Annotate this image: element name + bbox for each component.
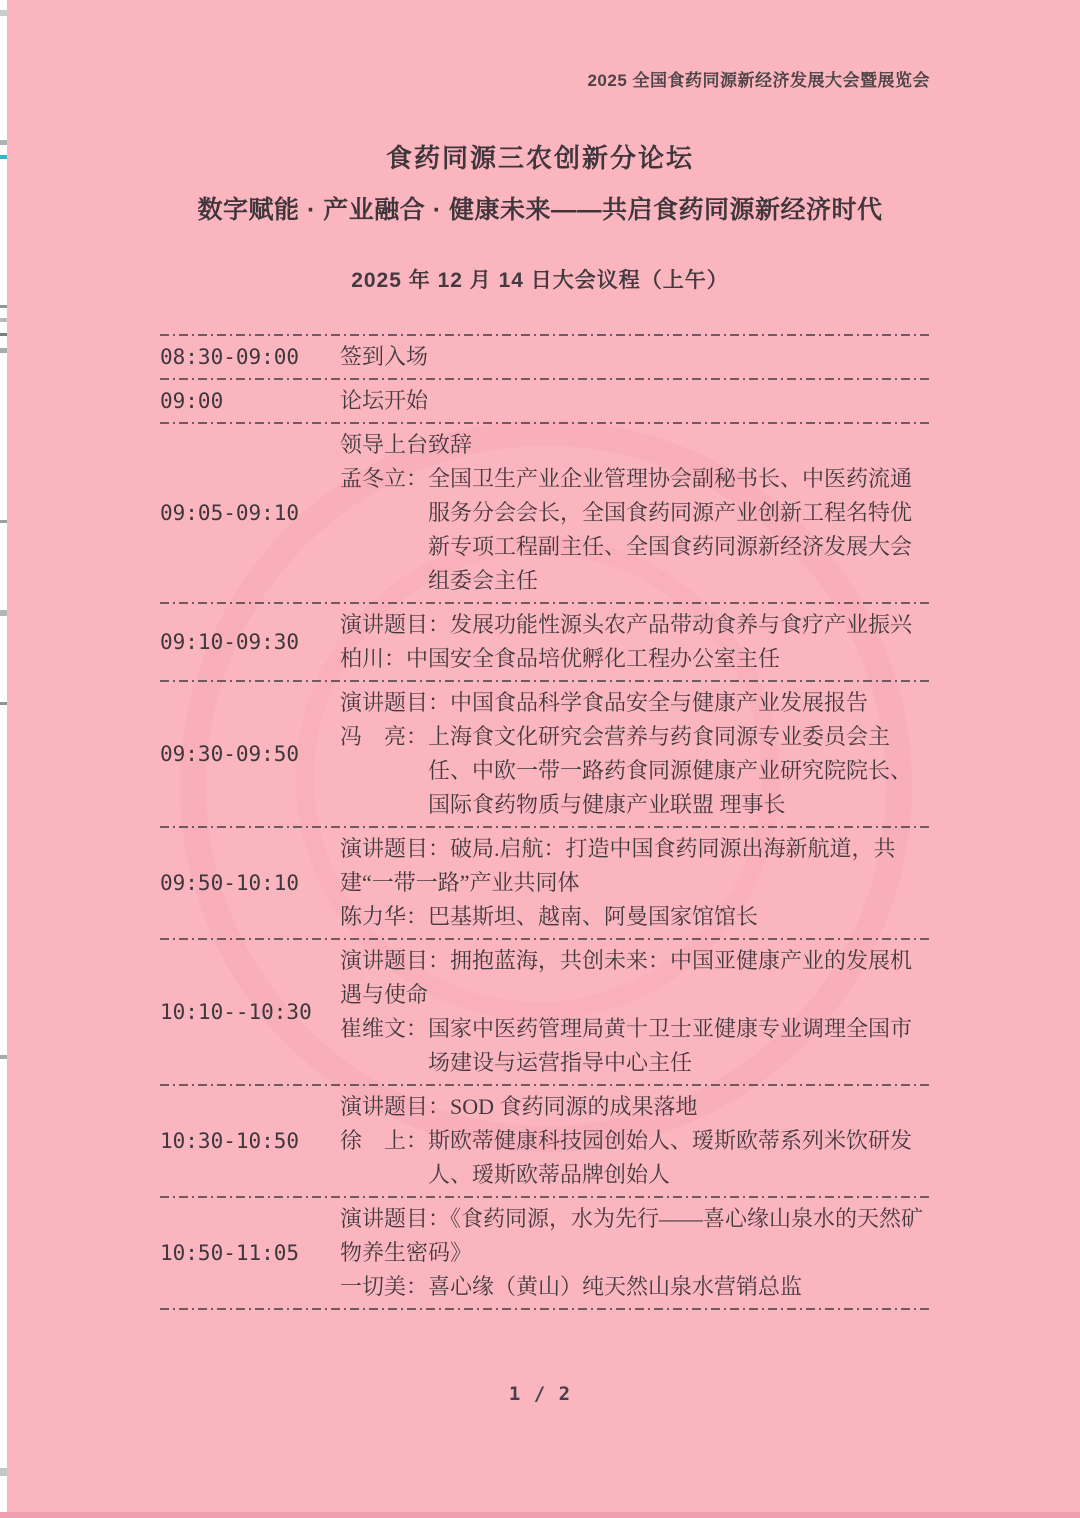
agenda-content: [340, 340, 930, 374]
agenda-paragraph: 陈力华：巴基斯坦、越南、阿曼国家馆馆长: [340, 904, 759, 929]
agenda-content: [340, 832, 930, 934]
agenda-time: 10:10--10:30: [160, 1000, 312, 1024]
agenda-paragraph: 一切美：喜心缘（黄山）纯天然山泉水营销总监: [340, 1274, 803, 1299]
agenda-paragraph: 孟冬立：全国卫生产业企业管理协会副秘书长、中医药流通服务分会会长，全国食药同源产业创新工程名特优新专项工程副主任、全国食药同源新经济发展大会组委会主任: [340, 466, 913, 593]
agenda-paragraph: 徐 上：斯欧蒂健康科技园创始人、瑷斯欧蒂系列米饮研发人、瑷斯欧蒂品牌创始人: [340, 1128, 913, 1187]
agenda-row: [160, 380, 930, 422]
agenda-content: [340, 428, 930, 598]
row-divider: [160, 1196, 930, 1198]
scan-artifact: [0, 1468, 7, 1476]
agenda-content: [340, 384, 930, 418]
agenda-content: [340, 1090, 930, 1192]
scan-artifact: [0, 318, 7, 322]
row-divider: [160, 334, 930, 336]
agenda-row: [160, 604, 930, 680]
scan-artifact: [0, 702, 7, 705]
agenda-row: [160, 424, 930, 602]
agenda-time: 08:30-09:00: [160, 345, 300, 369]
forum-slogan: 数字赋能 · 产业融合 · 健康未来——共启食药同源新经济时代: [197, 196, 883, 224]
agenda-time: 10:50-11:05: [160, 1241, 300, 1265]
agenda-row: [160, 336, 930, 378]
agenda-date-line: 2025 年 12 月 14 日大会议程（上午）: [351, 269, 729, 292]
agenda-time: 09:50-10:10: [160, 871, 300, 895]
agenda-paragraph: 演讲题目：发展功能性源头农产品带动食养与食疗产业振兴: [340, 612, 913, 637]
row-divider: [160, 422, 930, 424]
scan-artifact: [0, 10, 7, 16]
agenda-content: [340, 608, 930, 676]
agenda-row: [160, 940, 930, 1084]
page-number: 1 / 2: [508, 1383, 572, 1405]
scan-artifact: [0, 305, 7, 308]
schedule-table: [160, 334, 930, 1310]
agenda-content: [340, 944, 930, 1080]
row-divider: [160, 602, 930, 604]
agenda-paragraph: 演讲题目：破局.启航：打造中国食药同源出海新航道，共建“一带一路”产业共同体: [340, 836, 896, 895]
agenda-row: [160, 682, 930, 826]
agenda-paragraph: 冯 亮：上海食文化研究会营养与药食同源专业委员会主任、中欧一带一路药食同源健康产业研究院院长、国际食药物质与健康产业联盟 理事长: [340, 724, 913, 817]
agenda-paragraph: 柏川：中国安全食品培优孵化工程办公室主任: [340, 646, 781, 671]
agenda-paragraph: 崔维文：国家中医药管理局黄十卫士亚健康专业调理全国市场建设与运营指导中心主任: [340, 1016, 913, 1075]
scan-artifact: [0, 610, 7, 616]
agenda-time: 09:30-09:50: [160, 742, 300, 766]
agenda-paragraph: 演讲题目：拥抱蓝海，共创未来：中国亚健康产业的发展机遇与使命: [340, 948, 913, 1007]
agenda-content: [340, 1202, 930, 1304]
scan-artifact: [0, 1055, 7, 1059]
agenda-paragraph: 演讲题目：《食药同源，水为先行——喜心缘山泉水的天然矿物养生密码》: [340, 1206, 924, 1265]
agenda-time: 09:00: [160, 389, 224, 413]
row-divider: [160, 938, 930, 940]
row-divider: [160, 1308, 930, 1310]
agenda-row: [160, 828, 930, 938]
row-divider: [160, 680, 930, 682]
agenda-time: 09:05-09:10: [160, 501, 300, 525]
agenda-row: [160, 1086, 930, 1196]
agenda-time: 09:10-09:30: [160, 630, 300, 654]
conference-name-header: 2025 全国食药同源新经济发展大会暨展览会: [587, 71, 930, 90]
agenda-paragraph: 论坛开始: [340, 388, 429, 413]
agenda-paragraph: 演讲题目：中国食品科学食品安全与健康产业发展报告: [340, 690, 869, 715]
scan-bottom-edge: [0, 1512, 1080, 1518]
scan-artifact: [0, 333, 7, 336]
scan-artifact: [0, 348, 7, 353]
scan-artifact: [0, 520, 7, 523]
row-divider: [160, 826, 930, 828]
forum-title: 食药同源三农创新分论坛: [385, 143, 694, 173]
agenda-paragraph: 演讲题目：SOD 食药同源的成果落地: [340, 1094, 698, 1119]
agenda-paragraph: 签到入场: [340, 344, 429, 369]
agenda-row: [160, 1198, 930, 1308]
scan-edge-strip: [0, 0, 7, 1518]
agenda-content: [340, 686, 930, 822]
row-divider: [160, 378, 930, 380]
agenda-paragraph: 领导上台致辞: [340, 432, 473, 457]
row-divider: [160, 1084, 930, 1086]
agenda-time: 10:30-10:50: [160, 1129, 300, 1153]
